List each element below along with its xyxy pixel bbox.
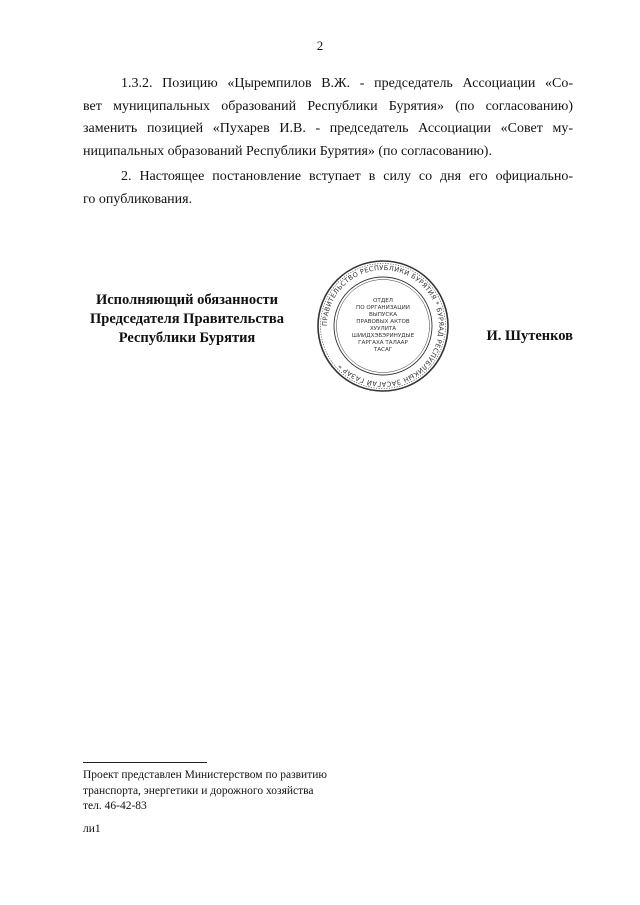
seal-outer-text: ПРАВИТЕЛЬСТВО РЕСПУБЛИКИ БУРЯТИЯ * БУРЯАД РЕСПУБЛИКЫН ЗАСАГАЙ ГАЗАР * — [320, 263, 446, 389]
seal-center-line: ПО ОРГАНИЗАЦИИ — [356, 305, 410, 311]
paragraph-line: 2. Настоящее постановление вступает в силу со дня его официально- — [121, 169, 573, 184]
signatory-title-line: Председателя Правительства — [90, 311, 284, 327]
paragraph-item-1-3-2 — [83, 73, 573, 163]
footer-note-line: транспорта, энергетики и дорожного хозяйства — [83, 784, 314, 797]
signatory-title-line: Республики Бурятия — [118, 330, 256, 346]
paragraph-line: ниципальных образований Республики Бурятия» (по согласованию). — [83, 143, 492, 159]
signatory-name: И. Шутенков — [486, 328, 573, 344]
page-number: 2 — [316, 38, 324, 53]
paragraph-line: заменить позицией «Пухарев И.В. - председатель Ассоциации «Совет му- — [83, 121, 573, 136]
footer-note-line: тел. 46-42-83 — [83, 800, 147, 812]
paragraph-line: 1.3.2. Позицию «Цыремпилов В.Ж. - председатель Ассоциации «Со- — [121, 76, 573, 91]
footer-note-line: Проект представлен Министерством по развитию — [83, 769, 327, 781]
signatory-title-line: Исполняющий обязанности — [95, 292, 279, 308]
seal-center-line: ПРАВОВЫХ АКТОВ — [356, 319, 410, 325]
footer-note — [83, 768, 327, 815]
paragraph-line: го опубликования. — [83, 191, 193, 207]
footer-divider — [83, 762, 207, 763]
paragraph-line: вет муниципальных образований Республики Бурятия» (по согласованию) — [83, 98, 573, 114]
seal-center-line: ХУУЛИТА — [369, 326, 397, 332]
paragraph-item-2 — [83, 166, 573, 211]
seal-center-line: ШИИДХЭБЭРИНУДЫЕ — [351, 333, 415, 339]
seal-center-line: ОТДЕЛ — [373, 298, 393, 304]
seal-center-line: ТАСАГ — [373, 347, 393, 353]
seal-center-line: ГАРГАХА ТАЛААР — [358, 340, 408, 346]
signatory-title — [83, 291, 291, 348]
seal-center-line: ВЫПУСКА — [368, 312, 398, 318]
footer-code: ли1 — [83, 823, 101, 835]
official-seal — [316, 259, 450, 393]
